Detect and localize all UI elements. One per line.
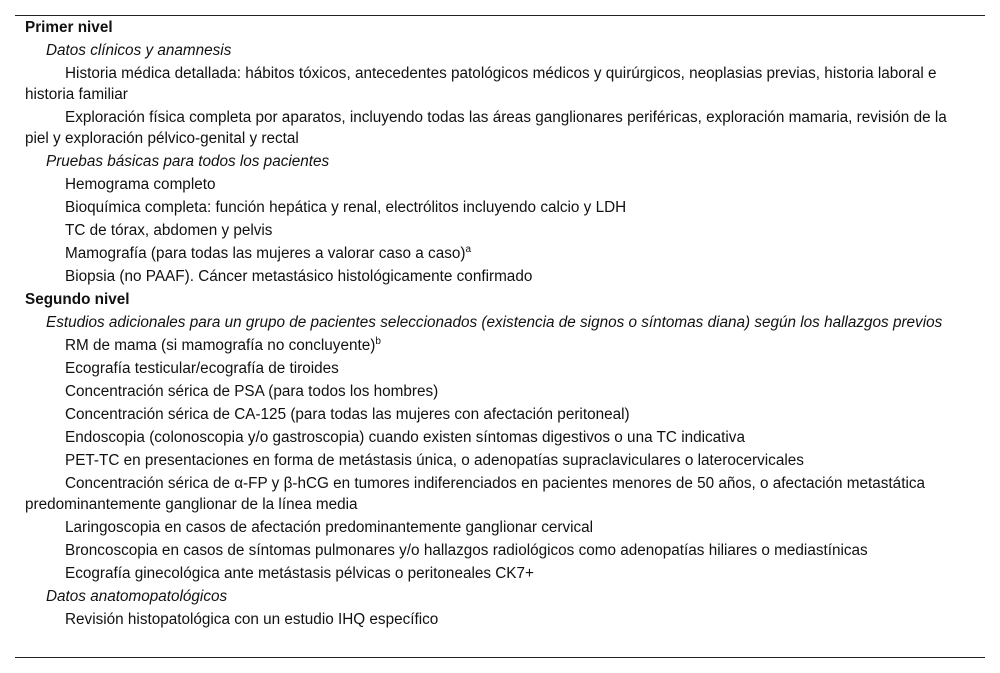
table-body <box>25 17 965 632</box>
row-text: TC de tórax, abdomen y pelvis <box>65 222 273 239</box>
table-row <box>25 450 965 471</box>
row-text: Historia médica detallada: hábitos tóxicos, antecedentes patológicos médicos y quirúrgicos, neoplasias previas, historia laboral e historia familiar <box>25 65 937 103</box>
table-row <box>25 517 965 538</box>
row-text: Segundo nivel <box>25 291 130 308</box>
row-text: Datos clínicos y anamnesis <box>46 42 232 59</box>
row-text: Concentración sérica de PSA (para todos los hombres) <box>65 383 439 400</box>
row-text: Primer nivel <box>25 19 113 36</box>
table-row <box>25 540 965 561</box>
table-row <box>25 266 965 287</box>
table-row <box>25 220 965 241</box>
table-row <box>25 358 965 379</box>
row-text: Pruebas básicas para todos los pacientes <box>46 153 330 170</box>
row-text: PET-TC en presentaciones en forma de metástasis única, o adenopatías supraclaviculares o laterocervicales <box>65 452 804 469</box>
footnote-marker: a <box>465 244 472 255</box>
row-text: Ecografía testicular/ecografía de tiroides <box>65 360 339 377</box>
subsection-heading <box>25 40 965 61</box>
table-row <box>25 243 965 264</box>
table-row <box>25 174 965 195</box>
row-text: Datos anatomopatológicos <box>46 588 228 605</box>
table-bottom-rule <box>15 657 985 658</box>
row-text: Concentración sérica de CA-125 (para todas las mujeres con afectación peritoneal) <box>65 406 630 423</box>
row-text: Hemograma completo <box>65 176 216 193</box>
section-heading <box>25 17 965 38</box>
table-row <box>25 473 965 515</box>
table-top-rule <box>15 15 985 16</box>
row-text: Bioquímica completa: función hepática y renal, electrólitos incluyendo calcio y LDH <box>65 199 627 216</box>
row-text: RM de mama (si mamografía no concluyente) <box>65 337 376 354</box>
row-text: Concentración sérica de α-FP y β-hCG en tumores indiferenciados en pacientes menores de 50 años, o afectación metastática predominantemente ganglionar de la línea media <box>25 475 925 513</box>
row-text: Exploración física completa por aparatos, incluyendo todas las áreas ganglionares periféricas, exploración mamaria, revisión de la piel y exploración pélvico-genital y rectal <box>25 109 947 147</box>
row-text: Revisión histopatológica con un estudio IHQ específico <box>65 611 439 628</box>
row-text: Estudios adicionales para un grupo de pacientes seleccionados (existencia de signos o síntomas diana) según los hallazgos previos <box>46 314 943 331</box>
subsection-heading <box>25 312 965 333</box>
table-row <box>25 404 965 425</box>
subsection-heading <box>25 586 965 607</box>
footnote-marker: b <box>375 336 381 347</box>
row-text: Mamografía (para todas las mujeres a valorar caso a caso) <box>65 245 466 262</box>
table-row <box>25 107 965 149</box>
table-row <box>25 563 965 584</box>
table-row <box>25 335 965 356</box>
table-row <box>25 381 965 402</box>
subsection-heading <box>25 151 965 172</box>
table-row <box>25 197 965 218</box>
row-text: Biopsia (no PAAF). Cáncer metastásico histológicamente confirmado <box>65 268 533 285</box>
row-text: Ecografía ginecológica ante metástasis pélvicas o peritoneales CK7+ <box>65 565 534 582</box>
row-text: Broncoscopia en casos de síntomas pulmonares y/o hallazgos radiológicos como adenopatías hiliares o mediastínicas <box>65 542 868 559</box>
table-row <box>25 609 965 630</box>
section-heading <box>25 289 965 310</box>
row-text: Laringoscopia en casos de afectación predominantemente ganglionar cervical <box>65 519 594 536</box>
row-text: Endoscopia (colonoscopia y/o gastroscopia) cuando existen síntomas digestivos o una TC indicativa <box>65 429 745 446</box>
table-row <box>25 63 965 105</box>
table-row <box>25 427 965 448</box>
